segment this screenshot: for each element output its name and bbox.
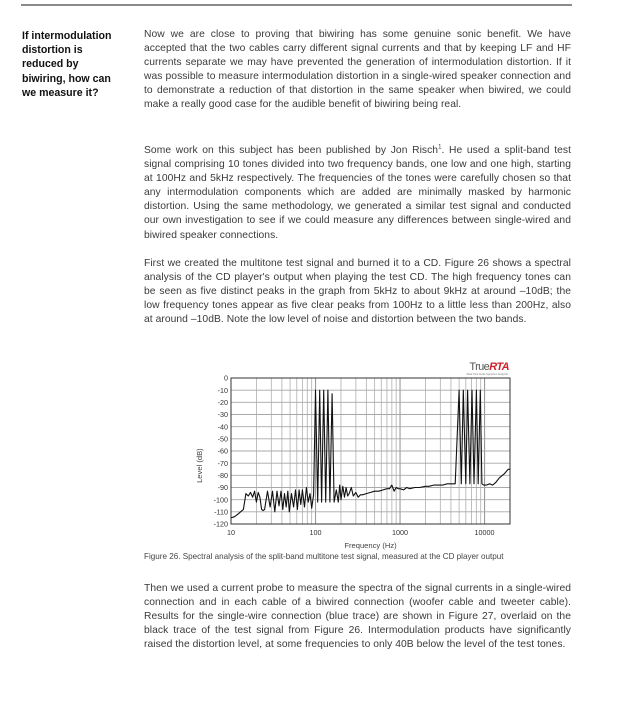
x-tick-label: 100 [309, 528, 322, 537]
side-heading-line: reduced by [22, 58, 79, 71]
y-tick-label: -50 [217, 434, 228, 444]
side-heading-line: we measure it? [22, 86, 99, 99]
y-tick-label: -80 [217, 470, 228, 480]
x-tick-label: 10000 [474, 528, 495, 537]
body-paragraph-2 [144, 144, 571, 243]
y-tick-label: -30 [217, 410, 228, 420]
truerta-logo-tagline: Real Time Audio Spectrum Analyzer [466, 373, 508, 376]
paragraph-text: Some work on this subject has been published by Jon Risch [144, 145, 439, 156]
footnote-reference[interactable]: 1 [438, 144, 442, 151]
truerta-logo: TrueRTA [469, 361, 509, 373]
x-tick-label: 10 [227, 528, 235, 537]
side-heading-line: biwiring, how can [22, 72, 111, 85]
y-tick-label: -40 [217, 422, 228, 432]
y-tick-label: -90 [217, 483, 228, 493]
y-tick-label: -20 [217, 397, 228, 407]
x-tick-label: 1000 [392, 528, 409, 537]
spectrum-trace [231, 390, 510, 518]
body-paragraph-1: Now we are close to proving that biwiring has some genuine sonic benefit. We have accepted that the two cables carry different signal currents and that by keeping LF and HF currents separate we may have prevented the generation of intermodulation distortion. If it was possible to measure intermodulation distortion in a single-wired speaker connection and to demonstrate a reduction of that distortion in the same speaker when biwired, we could make a really good case for the audible benefit of biwiring being real. [144, 29, 571, 111]
side-heading-line: If intermodulation [22, 30, 112, 42]
y-tick-label: 0 [224, 373, 228, 383]
body-paragraph-4: Then we used a current probe to measure the spectra of the signal currents in a single-wired connection and in each cable of a biwired connection (woofer cable and tweeter cable). Results for the single-wire connection (blue trace) are shown in Figure 27, overlaid on the black trace of the test signal from Figure 26. Intermodulation products have significantly raised the distortion level, at some frequencies to only 40B below the level of the test tones. [144, 583, 571, 651]
side-heading-line: distortion is [22, 44, 83, 57]
y-tick-label: -10 [217, 385, 228, 395]
y-axis-label: Level (dB) [195, 448, 204, 483]
body-paragraph-3: First we created the multitone test signal and burned it to a CD. Figure 26 shows a spectral analysis of the CD player's output when playing the test CD. The high frequency tones can be seen as five distinct peaks in the graph from 5kHz to about 9kHz at around –10dB; the low frequency tones appear as five clear peaks from 100Hz to a little less than 200Hz, also at around –10dB. Note the low level of noise and distortion between the two bands. [144, 258, 571, 326]
figure-caption: Figure 26. Spectral analysis of the split-band multitone test signal, measured at the CD player output [144, 552, 504, 561]
y-tick-label: -100 [213, 495, 228, 505]
x-axis-label: Frequency (Hz) [344, 541, 397, 550]
section-side-heading [22, 29, 132, 100]
y-tick-label: -110 [214, 507, 228, 517]
y-tick-label: -60 [217, 446, 228, 456]
page-top-rule [21, 4, 572, 6]
y-tick-label: -70 [217, 458, 228, 468]
figure-26-spectrum-chart [190, 355, 520, 550]
paragraph-text: . He used a split-band test signal comprising 10 tones divided into two frequency bands, one low and one high, starting at 100Hz and 5kHz respectively. The frequencies of the tones were carefully chosen so that any intermodulation components which are added are minimally masked by harmonic distortion. Using the same methodology, we generated a similar test signal and conducted our own investigation to see if we could measure any differences between single-wired and biwired speaker connections. [144, 145, 571, 241]
spectrum-chart-svg [190, 355, 520, 550]
y-tick-label: -120 [213, 519, 228, 529]
